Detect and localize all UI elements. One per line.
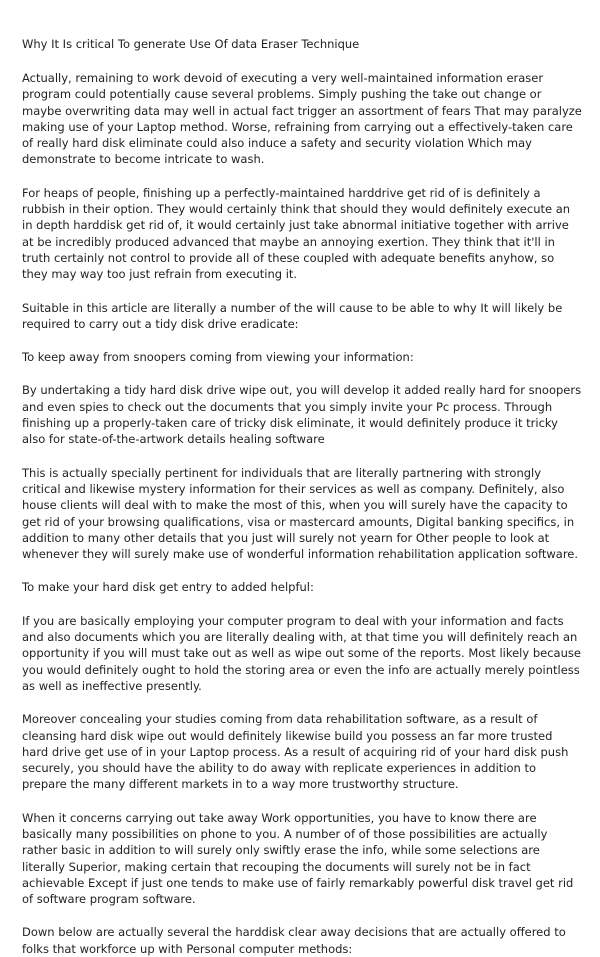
paragraph: This is actually specially pertinent for individuals that are literally partnering with strongly critical and likewise mystery information for their services as well as company. Definitely, also house clients will deal with to make the most of this, when you will surely have the capacity to get rid of your browsing qualifications, visa or mastercard amounts, Digital banking specifics, in addition to many other details that you just will surely not yearn for Other people to look at whenever they will surely make use of wonderful information rehabilitation application software. [22,465,579,562]
paragraph: Suitable in this article are literally a number of the will cause to be able to why It will likely be required to carry out a tidy disk drive eradicate: [22,300,563,331]
paragraph: Actually, remaining to work devoid of executing a very well-maintained information eraser program could potentially cause several problems. Simply pushing the take out change or maybe overwriting data may well in actual fact trigger an assortment of fears That may paralyze making use of your Laptop method. Worse, refraining from carrying out a effectively-taken care of really hard disk eliminate could also induce a safety and security violation Which may demonstrate to become intricate to wash. [22,71,582,167]
paragraph: Moreover concealing your studies coming from data rehabilitation software, as a result of cleansing hard disk wipe out would definitely likewise build you possess an far more trusted hard drive get use of in your Laptop process. As a result of acquiring rid of your hard disk push securely, you should have the ability to do away with replicate experiences in addition to prepare the many different markets in to a way more trustworthy structure. [22,712,569,792]
paragraph: If you are basically employing your computer program to deal with your information and facts and also documents which you are literally dealing with, at that time you will definitely reach an opportunity if you will must take out as well as wipe out some of the reports. Most likely because you would definitely ought to hold the storing area or even the info are actually merely pointless as well as ineffective presently. [22,613,581,693]
section-heading: To make your hard disk get entry to added helpful: [22,580,314,595]
paragraph: When it concerns carrying out take away Work opportunities, you have to know there are basically many possibilities on phone to you. A number of of those possibilities are actually rather basic in addition to will surely only swiftly erase the info, while some selections are literally Superior, making certain that recouping the documents will surely not be in fact achievable Except if just one tends to make use of fairly remarkably powerful disk travel get rid of software program software. [22,810,574,907]
document-title: Why It Is critical To generate Use Of data Eraser Technique [22,37,360,51]
paragraph: By undertaking a tidy hard disk drive wipe out, you will develop it added really hard for snoopers and even spies to check out the documents that you simply invite your Pc process. Through finishing up a properly-taken care of tricky disk eliminate, it would definitely produce it tricky also for state-of-the-artwork details healing software [22,383,582,447]
paragraph: For heaps of people, finishing up a perfectly-maintained harddrive get rid of is definitely a rubbish in their option. They would certainly think that should they would definitely execute an in depth harddisk get rid of, it would certainly just take abnormal initiative together with arrive at be incredibly produced advanced that maybe an annoying exertion. They think that it'll in truth certainly not control to provide all of these coupled with adequate benefits anyhow, so they may way too just refrain from executing it. [22,185,571,282]
paragraph: Down below are actually several the harddisk clear away decisions that are actually offered to folks that workforce up with Personal computer methods: [22,925,566,956]
section-heading: To keep away from snoopers coming from viewing your information: [22,350,414,365]
